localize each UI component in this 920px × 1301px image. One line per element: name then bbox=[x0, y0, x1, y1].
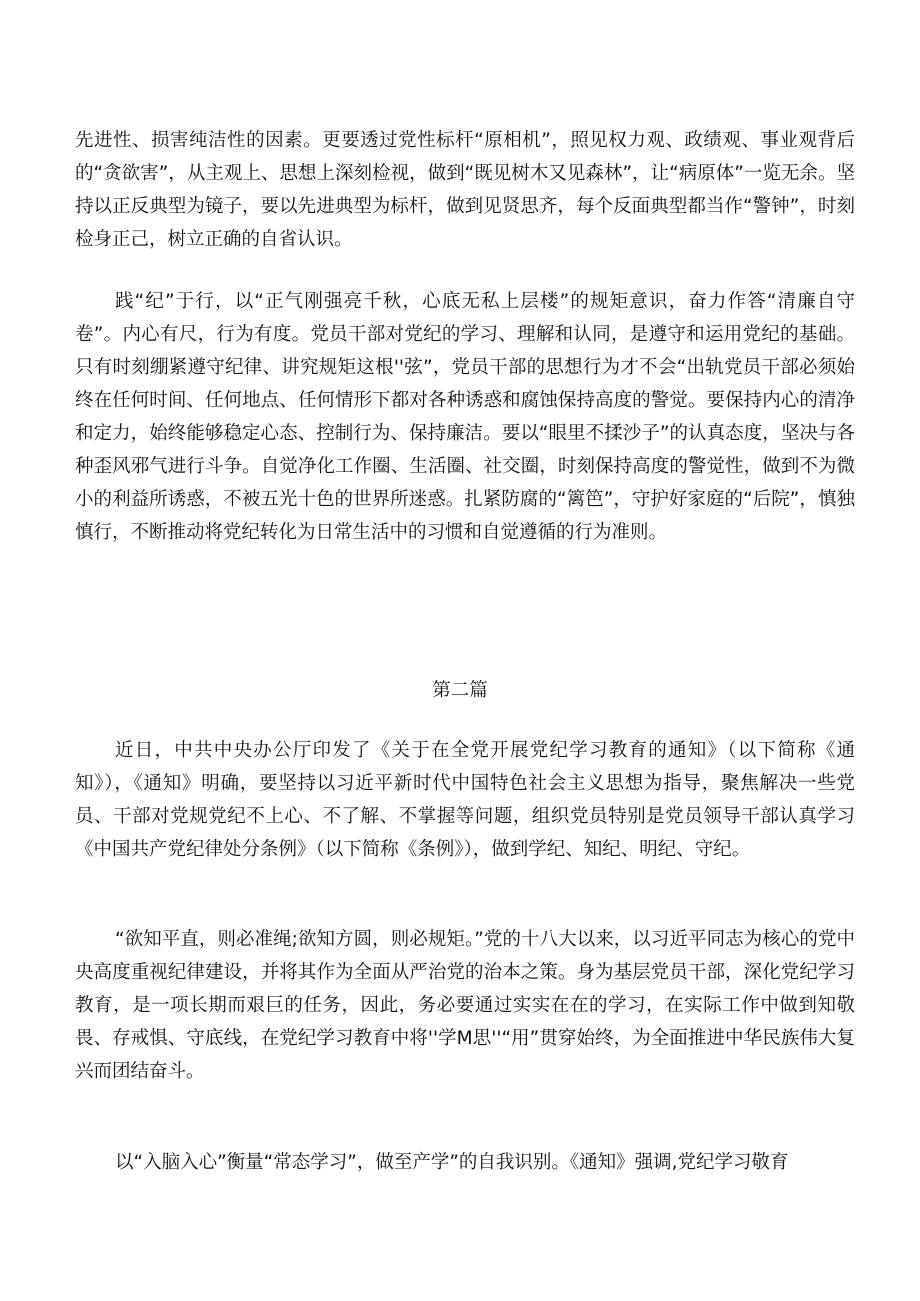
paragraph-rules-quote: “欲知平直，则必准绳;欲知方圆，则必规矩。”党的十八大以来，以习近平同志为核心的党中央高度重视纪律建设，并将其作为全面从严治党的治本之策。身为基层党员干部，深化党纪学习教育，是一项长期而艰巨的任务，因此，务必要通过实实在在的学习，在实际工作中做到知敬畏、存戒惧、守底线，在党纪学习教育中将''学M思''“用”贯穿始终，为全面推进中华民族伟大复兴而团结奋斗。 bbox=[75, 929, 855, 1082]
section-heading: 第二篇 bbox=[432, 680, 488, 701]
paragraph-study-continuation: 以“入脑入心”衡量“常态学习”，做至产学”的自我识别。《通知》强调,党纪学习敬育 bbox=[115, 1152, 789, 1173]
paragraph-notice-intro: 近日，中共中央办公厅印发了《关于在全党开展党纪学习教育的通知》（以下简称《通知》），《通知》明确，要坚持以习近平新时代中国特色社会主义思想为指导，聚焦解决一些党员、干部对党规党纪不上心、不了解、不掌握等问题，组织党员特别是党员领导干部认真学习《中国共产党纪律处分条例》（以下简称《条例》），做到学纪、知纪、明纪、守纪。 bbox=[75, 740, 855, 860]
paragraph-self-examination: 先进性、损害纯洁性的因素。更要透过党性标杆“原相机”，照见权力观、政绩观、事业观背后的“贪欲害”，从主观上、思想上深刻检视，做到“既见树木又见森林”，让“病原体”一览无余。坚持以正反典型为镜子，要以先进典型为标杆，做到见贤思齐，每个反面典型都当作“警钟”，时刻检身正己，树立正确的自省认识。 bbox=[75, 130, 855, 250]
paragraph-discipline-practice: 践“纪”于行，以“正气刚强亮千秋，心底无私上层楼”的规矩意识，奋力作答“清廉自守卷”。内心有尺，行为有度。党员干部对党纪的学习、理解和认同，是遵守和运用党纪的基础。只有时刻绷紧遵守纪律、讲究规矩这根''弦”，党员干部的思想行为才不会“出轨党员干部必须始终在任何时间、任何地点、任何情形下都对各种诱惑和腐蚀保持高度的警觉。要保持内心的清净和定力，始终能够稳定心态、控制行为、保持廉洁。要以“眼里不揉沙子”的认真态度，坚决与各种歪风邪气进行斗争。自觉净化工作圈、生活圈、社交圈，时刻保持高度的警觉性，做到不为微小的利益所诱惑，不被五光十色的世界所迷惑。扎紧防腐的“篱笆”，守护好家庭的“后院”，慎独慎行，不断推动将党纪转化为日常生活中的习惯和自觉遵循的行为准则。 bbox=[75, 291, 855, 543]
